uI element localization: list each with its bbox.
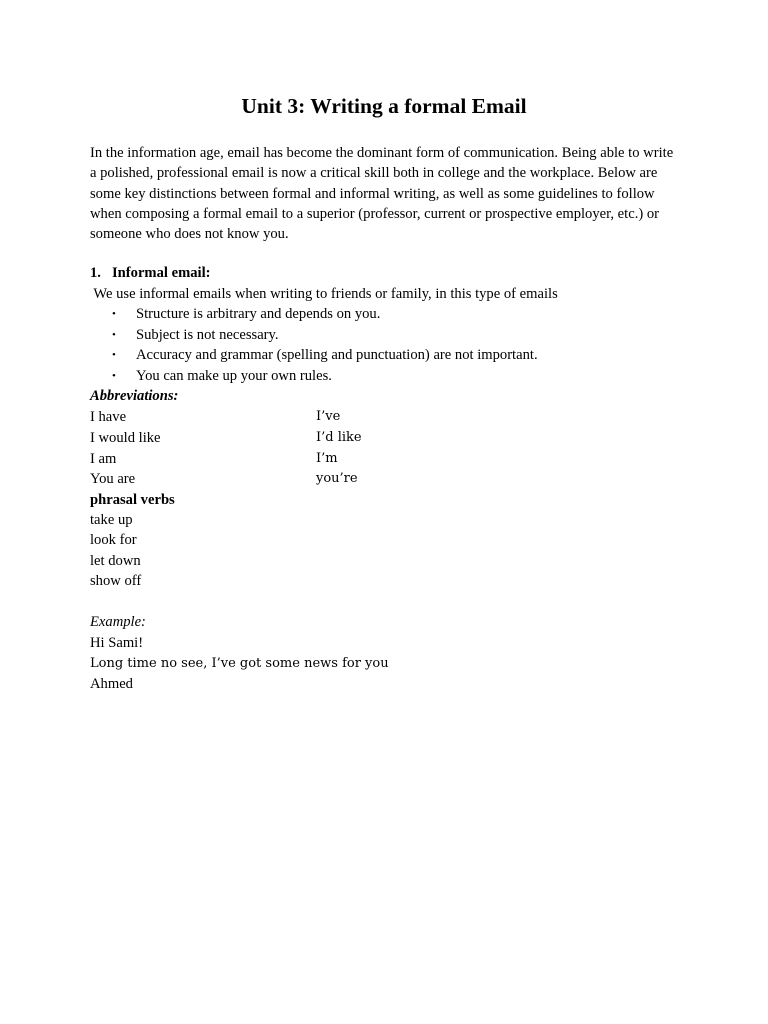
bullet-icon: •	[112, 308, 116, 320]
section-lead-text: We use informal emails when writing to friends or family, in this type of emails	[90, 286, 558, 302]
list-item-text: Subject is not necessary.	[136, 327, 279, 343]
section-number: 1.	[90, 265, 101, 281]
abbreviation-short: you’re	[316, 471, 358, 486]
abbreviation-short: I’ve	[316, 409, 341, 424]
abbreviation-short: I’m	[316, 451, 338, 466]
example-body: Long time no see, I’ve got some news for you	[90, 656, 389, 671]
list-item-text: Structure is arbitrary and depends on you.	[136, 306, 381, 322]
intro-paragraph: In the information age, email has become the dominant form of communication. Being able to write a polished, professional email is now a critical skill both in college and the workplace. Below are some key distinctions between formal and informal writing, as well as some guidelines to follow when composing a formal email to a superior (professor, current or prospective employer, etc.) or someone who does not know you.	[90, 145, 674, 243]
abbreviation-short: I’d like	[316, 430, 362, 445]
abbreviation-full: You are	[90, 471, 136, 487]
list-item	[112, 366, 332, 386]
bullet-icon: •	[112, 349, 116, 361]
phrasal-verb-item: let down	[90, 553, 141, 569]
list-item	[112, 345, 538, 365]
abbreviation-full: I have	[90, 409, 127, 425]
example-signature: Ahmed	[90, 676, 133, 692]
phrasal-verbs-heading: phrasal verbs	[90, 492, 175, 508]
abbreviation-full: I am	[90, 451, 117, 467]
list-item-text: Accuracy and grammar (spelling and punctuation) are not important.	[136, 347, 538, 363]
bullet-icon: •	[112, 370, 116, 382]
page-title: Unit 3: Writing a formal Email	[241, 94, 527, 118]
list-item	[112, 325, 279, 345]
abbreviations-heading: Abbreviations:	[90, 388, 179, 404]
list-item	[112, 304, 380, 324]
list-item-text: You can make up your own rules.	[136, 368, 332, 384]
abbreviation-full: I would like	[90, 430, 161, 446]
bullet-icon: •	[112, 329, 116, 341]
phrasal-verb-item: show off	[90, 573, 142, 589]
phrasal-verb-item: take up	[90, 512, 133, 528]
example-heading: Example:	[90, 614, 146, 630]
example-greeting: Hi Sami!	[90, 635, 144, 651]
section-heading-informal-email	[90, 263, 211, 283]
section-heading-label: Informal email:	[112, 265, 211, 281]
phrasal-verb-item: look for	[90, 532, 137, 548]
